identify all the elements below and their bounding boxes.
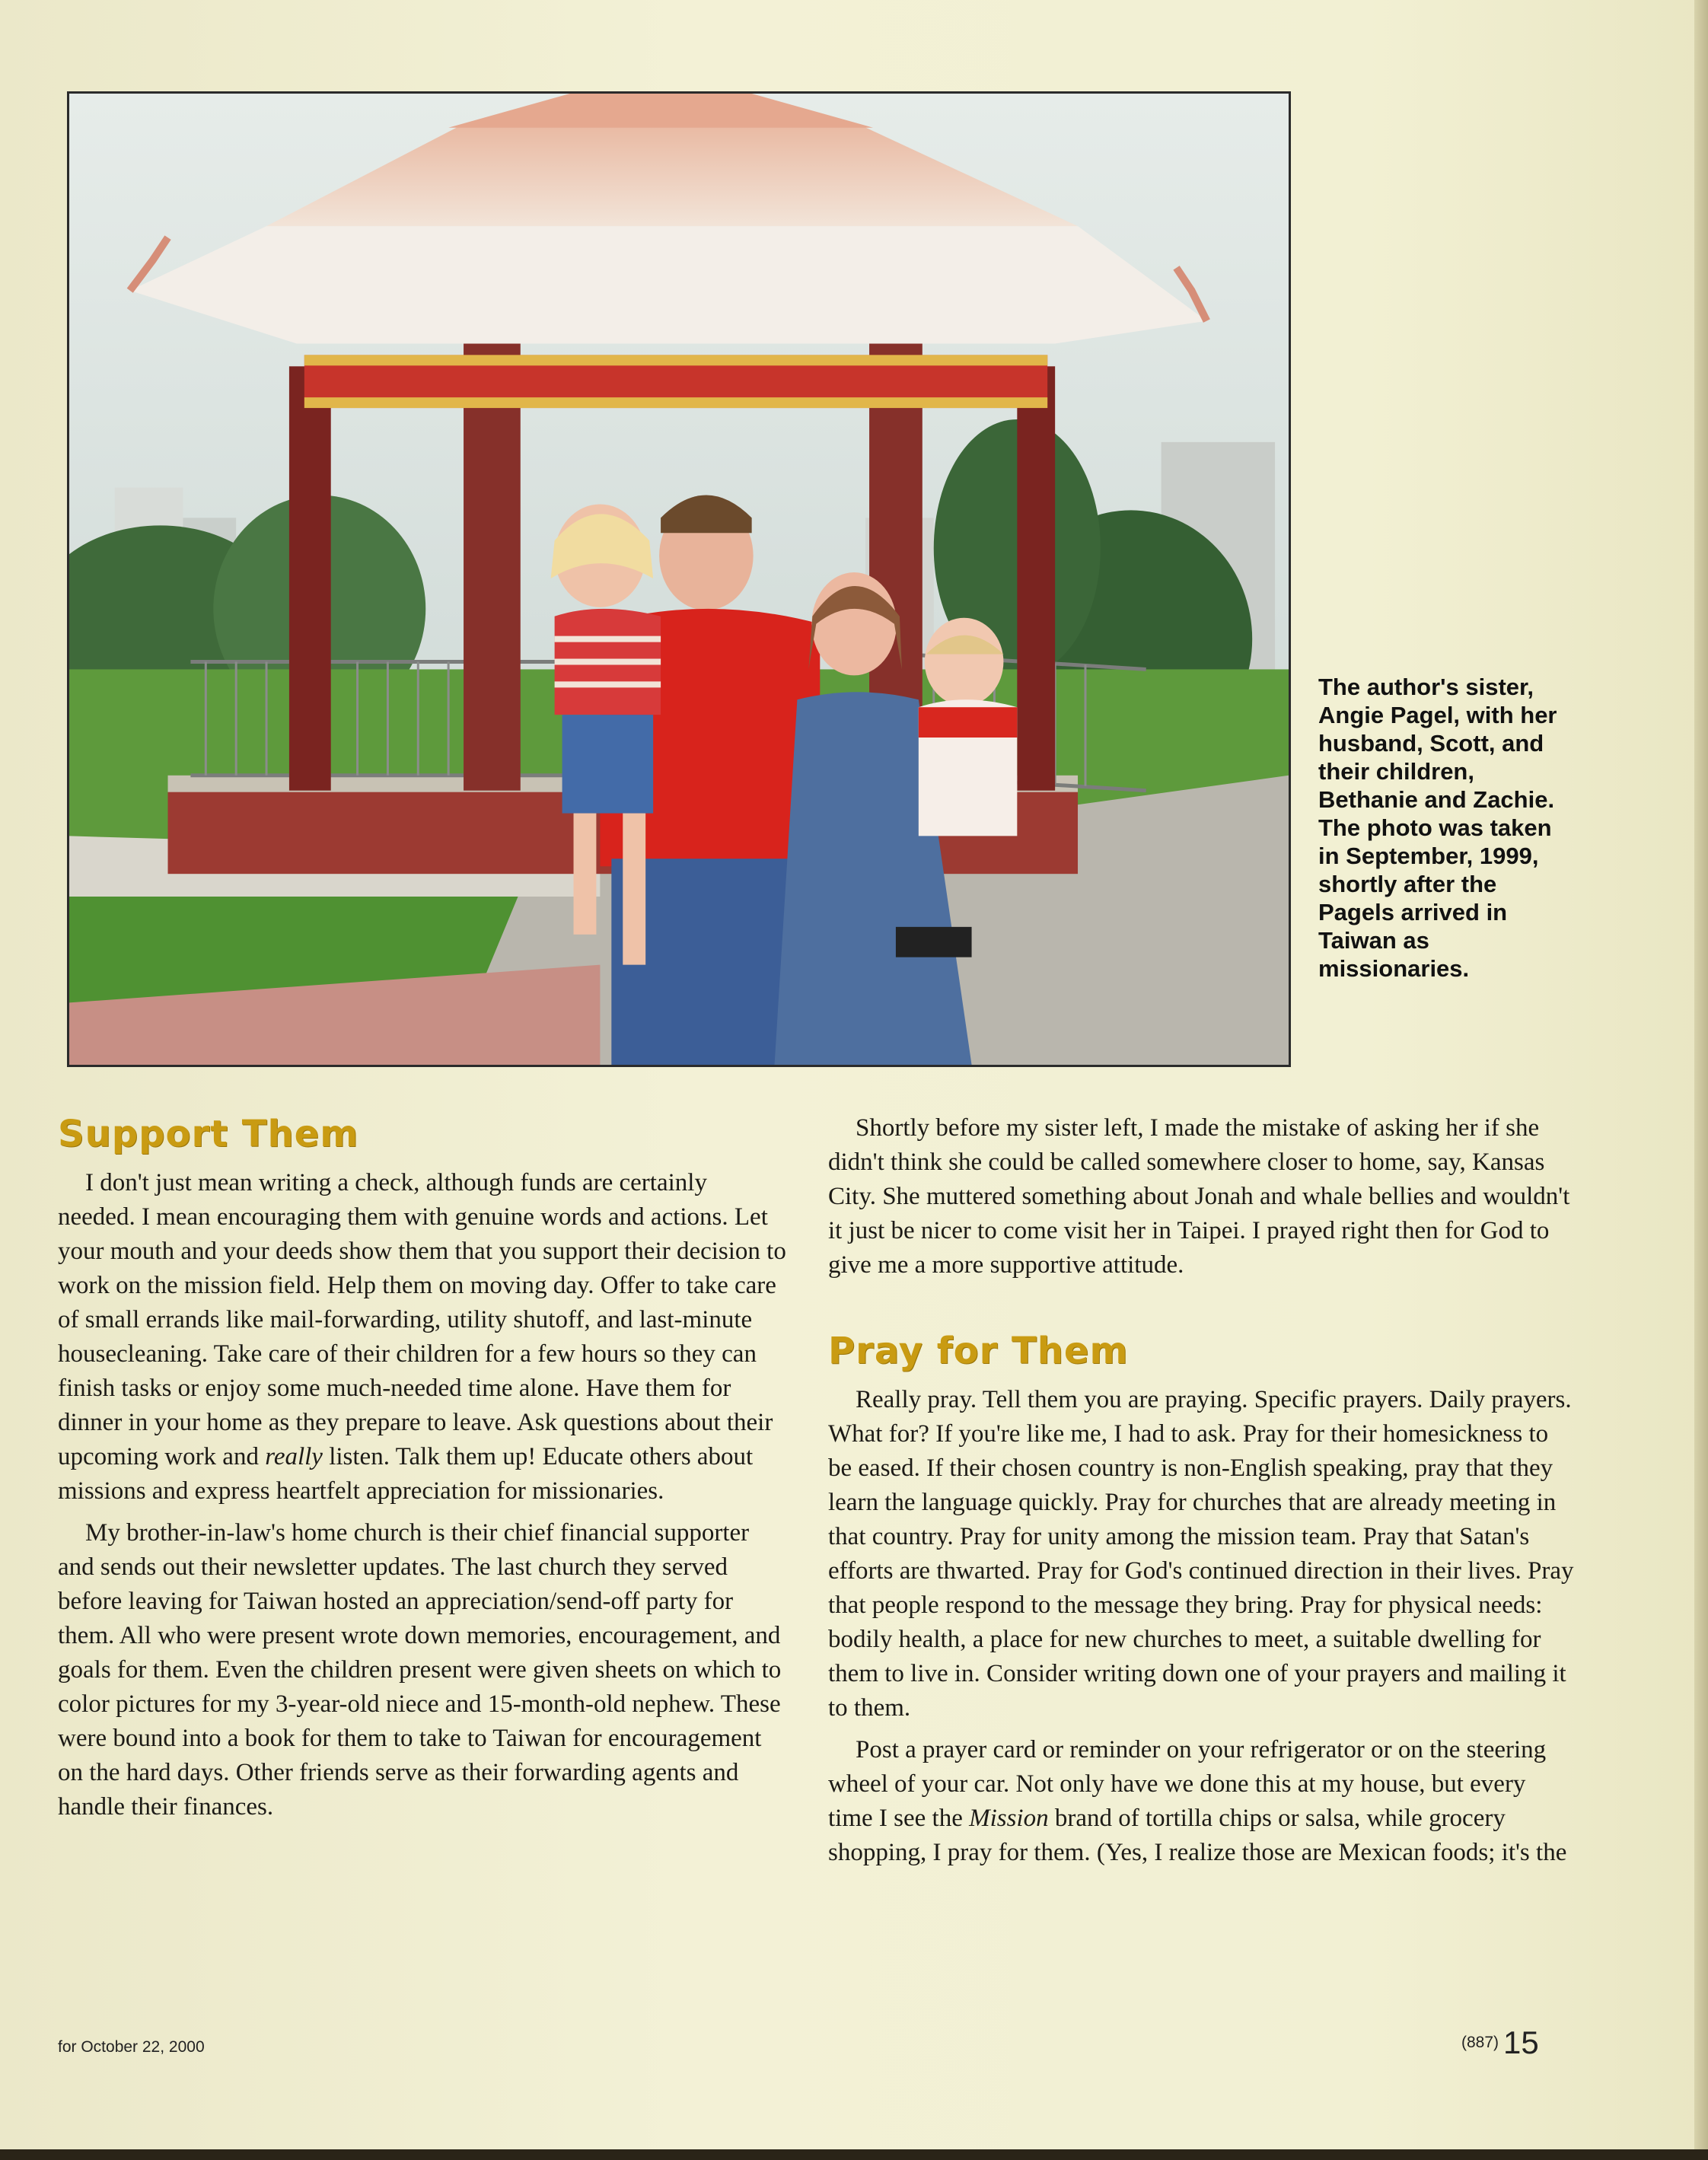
page-bottom-edge — [0, 2149, 1708, 2160]
emphasis-text: really — [265, 1443, 323, 1470]
page-edge — [1694, 0, 1708, 2160]
right-column — [828, 1111, 1574, 1870]
paragraph-pray-1: Really pray. Tell them you are praying. Specific prayers. Daily prayers. What for? If you're like me, I had to ask. Pray for their homesickness to be eased. If their chosen country is non-English speaking, pray that they learn the language quickly. Pray for churches that are already meeting in that country. Pray for unity among the mission team. Pray that Satan's efforts are thwarted. Pray for God's continued direction in their lives. Pray that people respond to the message they bring. Pray for physical needs: bodily health, a place for new churches to meet, a suitable dwelling for them to live in. Consider writing down one of your prayers and mailing it to them. — [828, 1386, 1574, 1722]
left-column — [58, 1111, 789, 1824]
page-number: 15 — [1503, 2025, 1539, 2060]
pagoda-family-illustration — [69, 94, 1289, 1065]
paragraph-text: I don't just mean writing a check, although funds are certainly needed. I mean encouraging them with genuine words and actions. Let your mouth and your deeds show them that you support their decision to work on the mission field. Help them on moving day. Offer to take care of small errands like mail-forwarding, utility shutoff, and last-minute housecleaning. Take care of their children for a few hours so they can finish tasks or enjoy some much-needed time alone. Have them for dinner in your home as they prepare to leave. Ask questions about their upcoming work and — [58, 1169, 786, 1470]
paragraph-pray-2 — [828, 1733, 1574, 1870]
section-heading-pray: Pray for Them — [828, 1330, 1129, 1372]
family-photo — [67, 91, 1291, 1067]
paragraph-support-2: My brother-in-law's home church is their chief financial supporter and sends out their newsletter updates. The last church they served before leaving for Taiwan hosted an appreciation/send-off party for them. All who were present wrote down memories, encouragement, and goals for them. Even the children present were given sheets on which to color pictures for my 3-year-old niece and 15-month-old nephew. These were bound into a book for them to take to Taiwan for encouragement on the hard days. Other friends serve as their forwarding agents and handle their finances. — [58, 1519, 782, 1821]
photo-caption: The author's sister, Angie Pagel, with her husband, Scott, and their children, Bethanie and Zachie. The photo was taken in September, 1999, shortly after the Pagels arrived in Taiwan as missionaries. — [1318, 674, 1557, 982]
section-heading-support: Support Them — [58, 1113, 359, 1155]
paragraph-text: brand of tortilla chips or salsa, while grocery shopping, I pray for them. (Yes, I realize those are Mexican foods; it's the — [828, 1805, 1567, 1866]
emphasis-text: Mission — [969, 1805, 1049, 1832]
paragraph-support-1 — [58, 1166, 789, 1508]
paragraph-support-3: Shortly before my sister left, I made the mistake of asking her if she didn't think she could be called somewhere closer to home, say, Kansas City. She muttered something about Jonah and whale bellies and wouldn't it just be nicer to come visit her in Taipei. I prayed right then for God to give me a more supportive attitude. — [828, 1114, 1570, 1279]
paragraph-text: Post a prayer card or reminder on your refrigerator or on the steering wheel of your car. Not only have we done this at my house, but every time I see the — [828, 1736, 1547, 1832]
issue-date: for October 22, 2000 — [58, 2038, 205, 2056]
page-folio — [1461, 2025, 1539, 2061]
paragraph-text: listen. Talk them up! Educate others about missions and express heartfelt appreciation for missionaries. — [58, 1443, 754, 1505]
page-code: (887) — [1461, 2034, 1499, 2051]
